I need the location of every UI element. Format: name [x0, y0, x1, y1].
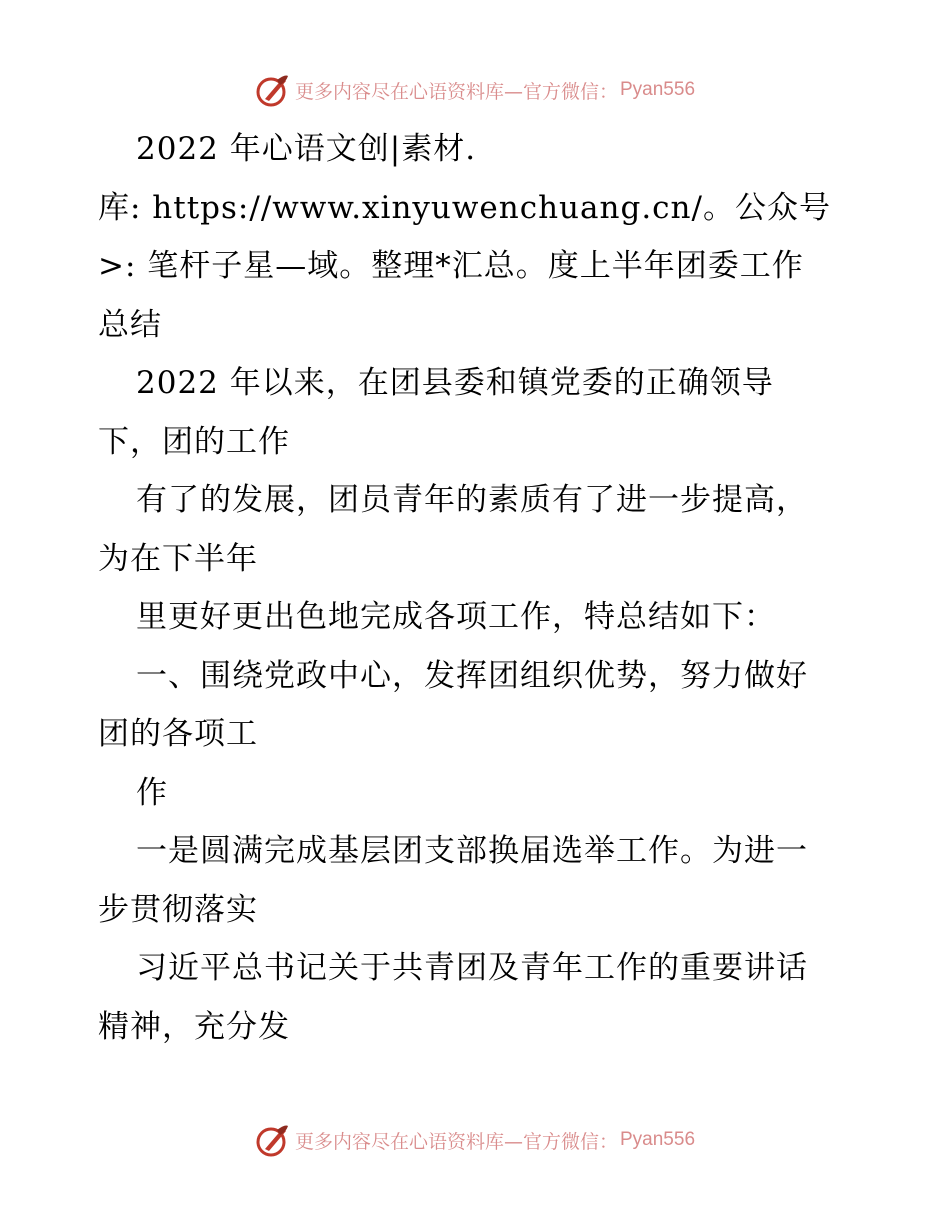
footer-banner-handle: Pyan556 — [620, 1129, 696, 1150]
doc-line: 一是圆满完成基层团支部换届选举工作。为进一 — [136, 833, 808, 869]
quill-logo-icon — [255, 72, 291, 108]
header-banner — [0, 70, 950, 110]
footer-banner — [0, 1120, 950, 1160]
quill-logo-icon — [255, 1122, 291, 1158]
footer-banner-text: 更多内容尽在心语资料库—官方微信： — [294, 1130, 618, 1153]
doc-line: 为在下半年 — [98, 540, 258, 577]
doc-line: 团的各项工 — [98, 716, 258, 752]
doc-line: 下，团的工作 — [98, 423, 290, 460]
doc-line: 2022 年以来，在团县委和镇党委的正确领导 — [136, 365, 774, 401]
doc-line: 习近平总书记关于共青团及青年工作的重要讲话 — [136, 950, 808, 986]
document-body — [98, 120, 858, 1056]
doc-line: 一、围绕党政中心，发挥团组织优势，努力做好 — [136, 657, 808, 694]
doc-line: 2022 年心语文创|素材. — [136, 131, 477, 167]
doc-line: 步贯彻落实 — [98, 891, 258, 928]
doc-line: >: 笔杆子星—域。整理*汇总。度上半年团委工作 — [98, 248, 804, 284]
header-banner-handle: Pyan556 — [620, 79, 696, 100]
doc-line: 库: https://www.xinyuwenchuang.cn/。公众号 — [98, 189, 831, 226]
doc-line: 里更好更出色地完成各项工作，特总结如下： — [136, 599, 776, 635]
doc-line: 总结 — [98, 306, 162, 343]
doc-line: 有了的发展，团员青年的素质有了进一步提高， — [136, 482, 808, 518]
header-banner-text: 更多内容尽在心语资料库—官方微信： — [294, 80, 618, 103]
doc-line: 精神，充分发 — [98, 1008, 290, 1045]
doc-line: 作 — [136, 774, 168, 811]
